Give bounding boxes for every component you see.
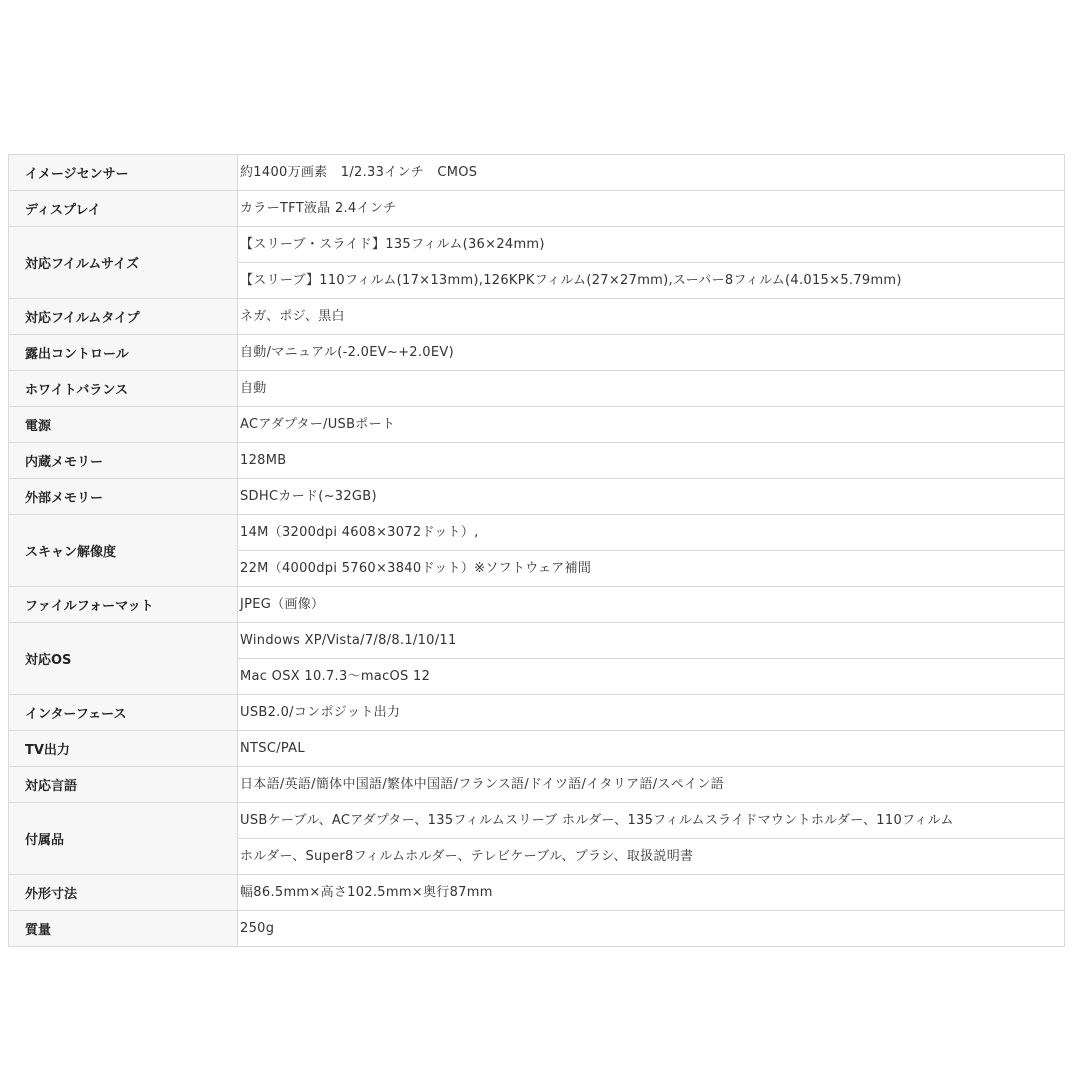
- spec-value-lines: [238, 407, 1064, 442]
- spec-label: 外形寸法: [9, 875, 238, 911]
- spec-row: [9, 875, 1065, 911]
- spec-value: 250g: [240, 921, 275, 936]
- spec-value-lines: [238, 155, 1064, 190]
- spec-row: [9, 479, 1065, 515]
- spec-value: 22M（4000dpi 5760×3840ドット）※ソフトウェア補間: [238, 550, 1064, 586]
- spec-value: 約1400万画素 1/2.33インチ CMOS: [240, 165, 478, 180]
- spec-value: USBケーブル、ACアダプター、135フィルムスリーブ ホルダー、135フィルムスライドマウントホルダー、110フィルム: [240, 813, 954, 828]
- spec-row: [9, 191, 1065, 227]
- spec-value-lines: [238, 335, 1064, 370]
- spec-value-cell: [238, 623, 1065, 695]
- spec-value-cell: [238, 155, 1065, 191]
- spec-label: 付属品: [9, 803, 238, 875]
- spec-value: NTSC/PAL: [240, 741, 305, 756]
- spec-value-cell: [238, 299, 1065, 335]
- spec-value-cell: [238, 803, 1065, 875]
- spec-label: 対応言語: [9, 767, 238, 803]
- spec-value-lines: [238, 731, 1064, 766]
- spec-value-lines: [238, 299, 1064, 334]
- spec-value: USB2.0/コンポジット出力: [240, 705, 401, 720]
- spec-label: TV出力: [9, 731, 238, 767]
- spec-value-lines: [238, 695, 1064, 730]
- spec-row: [9, 911, 1065, 947]
- spec-value: 128MB: [240, 453, 287, 468]
- spec-value-lines: [238, 479, 1064, 514]
- spec-row: [9, 587, 1065, 623]
- spec-row: [9, 623, 1065, 695]
- spec-label: 内蔵メモリー: [9, 443, 238, 479]
- spec-row: [9, 767, 1065, 803]
- spec-row: [9, 371, 1065, 407]
- spec-row: [9, 731, 1065, 767]
- spec-value-cell: [238, 767, 1065, 803]
- spec-value-lines: [238, 767, 1064, 802]
- spec-value-cell: [238, 371, 1065, 407]
- spec-row: [9, 515, 1065, 587]
- spec-value-cell: [238, 587, 1065, 623]
- spec-value-cell: [238, 407, 1065, 443]
- spec-value-cell: [238, 731, 1065, 767]
- spec-value-lines: [238, 803, 1064, 874]
- spec-value: 日本語/英語/簡体中国語/繁体中国語/フランス語/ドイツ語/イタリア語/スペイン語: [240, 777, 724, 792]
- spec-label: イメージセンサー: [9, 155, 238, 191]
- spec-table-body: [9, 155, 1065, 947]
- spec-value-lines: [238, 191, 1064, 226]
- spec-value: Mac OSX 10.7.3〜macOS 12: [238, 658, 1064, 694]
- spec-label: 外部メモリー: [9, 479, 238, 515]
- spec-value-cell: [238, 875, 1065, 911]
- spec-label: 対応OS: [9, 623, 238, 695]
- spec-value: Windows XP/Vista/7/8/8.1/10/11: [240, 633, 457, 648]
- spec-value-cell: [238, 479, 1065, 515]
- spec-value: 14M（3200dpi 4608×3072ドット）,: [240, 525, 479, 540]
- spec-row: [9, 335, 1065, 371]
- spec-row: [9, 227, 1065, 299]
- spec-value-cell: [238, 515, 1065, 587]
- spec-row: [9, 155, 1065, 191]
- spec-value: ホルダー、Super8フィルムホルダー、テレビケーブル、ブラシ、取扱説明書: [238, 838, 1064, 874]
- spec-row: [9, 443, 1065, 479]
- spec-row: [9, 803, 1065, 875]
- spec-label: 露出コントロール: [9, 335, 238, 371]
- spec-label: 質量: [9, 911, 238, 947]
- spec-value: 自動/マニュアル(-2.0EV~+2.0EV): [240, 345, 454, 360]
- spec-value-lines: [238, 371, 1064, 406]
- spec-label: ファイルフォーマット: [9, 587, 238, 623]
- spec-value-lines: [238, 443, 1064, 478]
- spec-value: 【スリーブ】110フィルム(17×13mm),126KPKフィルム(27×27mm),スーパー8フィルム(4.015×5.79mm): [238, 262, 1064, 298]
- spec-value-cell: [238, 335, 1065, 371]
- spec-value-cell: [238, 443, 1065, 479]
- spec-value-cell: [238, 911, 1065, 947]
- spec-table: [8, 154, 1065, 947]
- spec-label: ホワイトバランス: [9, 371, 238, 407]
- spec-value: 幅86.5mm×高さ102.5mm×奥行87mm: [240, 885, 493, 900]
- spec-row: [9, 695, 1065, 731]
- spec-value-cell: [238, 227, 1065, 299]
- spec-value-lines: [238, 623, 1064, 694]
- spec-value-cell: [238, 191, 1065, 227]
- spec-value: 自動: [240, 381, 267, 396]
- spec-value: 【スリーブ・スライド】135フィルム(36×24mm): [240, 237, 545, 252]
- spec-label: インターフェース: [9, 695, 238, 731]
- spec-value-lines: [238, 227, 1064, 298]
- spec-value-lines: [238, 515, 1064, 586]
- spec-value: ACアダプター/USBポート: [240, 417, 396, 432]
- spec-value: カラーTFT液晶 2.4インチ: [240, 201, 397, 216]
- spec-label: 対応フイルムサイズ: [9, 227, 238, 299]
- spec-value-cell: [238, 695, 1065, 731]
- spec-label: 対応フイルムタイプ: [9, 299, 238, 335]
- spec-row: [9, 299, 1065, 335]
- spec-value: ネガ、ポジ、黒白: [240, 309, 345, 324]
- spec-label: ディスプレイ: [9, 191, 238, 227]
- spec-value-lines: [238, 587, 1064, 622]
- spec-label: スキャン解像度: [9, 515, 238, 587]
- spec-value: JPEG（画像）: [240, 597, 325, 612]
- spec-row: [9, 407, 1065, 443]
- spec-value-lines: [238, 911, 1064, 946]
- spec-value-lines: [238, 875, 1064, 910]
- spec-label: 電源: [9, 407, 238, 443]
- spec-value: SDHCカード(~32GB): [240, 489, 377, 504]
